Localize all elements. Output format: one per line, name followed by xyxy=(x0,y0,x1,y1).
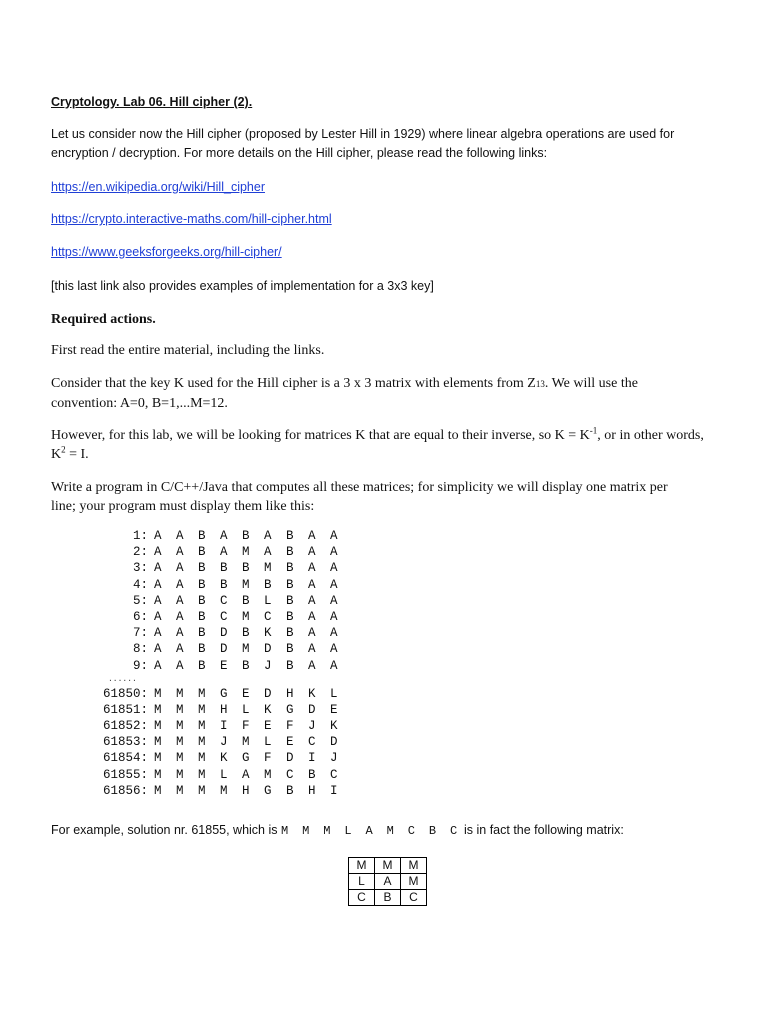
listing-row xyxy=(92,658,352,674)
listing-row xyxy=(92,783,352,799)
listing-index: 6: xyxy=(132,609,148,624)
identity-text: = I. xyxy=(65,447,89,462)
key-line-1 xyxy=(51,374,731,394)
listing-row xyxy=(92,702,352,718)
listing-index: 61854: xyxy=(102,751,148,766)
inverse-text: However, for this lab, we will be looking for matrices K that are equal to their inverse, so K = K xyxy=(51,428,590,443)
geeksforgeeks-link[interactable]: https://www.geeksforgeeks.org/hill-cipher/ xyxy=(51,245,282,259)
listing-index: 61851: xyxy=(102,702,148,717)
link-row-1 xyxy=(51,178,731,197)
listing-row xyxy=(92,625,352,641)
listing-row xyxy=(92,686,352,702)
program-line-1: Write a program in C/C++/Java that computes all these matrices; for simplicity we will display one matrix per xyxy=(51,480,668,495)
read-material-paragraph: First read the entire material, including the links. xyxy=(51,343,325,358)
listing-letters: M M M J M L E C D xyxy=(154,735,342,750)
listing-letters: M M M G E D H K L xyxy=(154,686,342,701)
inverse-paragraph xyxy=(51,426,731,464)
matrix-cell: M xyxy=(375,858,401,874)
listing-index: 2: xyxy=(132,545,148,560)
example-sentence xyxy=(51,821,731,841)
matrix-cell: M xyxy=(401,858,427,874)
link-row-2 xyxy=(51,210,731,229)
example-solution-code: M M M L A M C B C xyxy=(280,824,461,838)
listing-index: 61856: xyxy=(102,783,148,798)
listing-letters: M M M K G F D I J xyxy=(154,751,342,766)
listing-row xyxy=(92,767,352,783)
listing-letters: A A B A M A B A A xyxy=(154,545,342,560)
listing-index: 61852: xyxy=(102,719,148,734)
listing-index: 5: xyxy=(132,593,148,608)
page-title: Cryptology. Lab 06. Hill cipher (2). xyxy=(51,95,253,109)
matrix-cell: M xyxy=(349,858,375,874)
listing-index: 61853: xyxy=(102,735,148,750)
matrix-cell: A xyxy=(375,874,401,890)
listing-index: 4: xyxy=(132,577,148,592)
program-line-2: line; your program must display them like this: xyxy=(51,499,315,514)
listing-ellipsis: ...... xyxy=(108,674,137,684)
intro-line-1: Let us consider now the Hill cipher (proposed by Lester Hill in 1929) where linear algebra operations are used for xyxy=(51,127,675,141)
matrix-row xyxy=(349,858,427,874)
link-row-3 xyxy=(51,243,731,262)
square-superscript: 2 xyxy=(61,444,66,455)
listing-letters: A A B B B M B A A xyxy=(154,561,342,576)
intro-paragraph xyxy=(51,125,731,163)
listing-letters: A A B D M D B A A xyxy=(154,642,342,657)
wikipedia-link[interactable]: https://en.wikipedia.org/wiki/Hill_cipher xyxy=(51,180,265,194)
listing-letters: A A B A B A B A A xyxy=(154,529,342,543)
key-paragraph xyxy=(51,374,731,413)
program-paragraph xyxy=(51,478,731,516)
matrix-cell: M xyxy=(401,874,427,890)
listing-row xyxy=(92,718,352,734)
intro-line-2: encryption / decryption. For more details on the Hill cipher, please read the following links: xyxy=(51,146,548,160)
inverse-text-cont: , or in other words, xyxy=(597,428,704,443)
inverse-line-1 xyxy=(51,426,731,445)
listing-letters: M M M H L K G D E xyxy=(154,702,342,717)
listing-row xyxy=(92,544,352,560)
inverse-line-2 xyxy=(51,445,731,464)
listing-letters: A A B B M B B A A xyxy=(154,577,342,592)
matrix-cell: B xyxy=(375,890,401,906)
key-text: Consider that the key K used for the Hill cipher is a 3 x 3 matrix with elements from Z xyxy=(51,376,536,391)
required-actions-heading: Required actions. xyxy=(51,312,156,327)
listing-row xyxy=(92,593,352,609)
matrix-row xyxy=(349,874,427,890)
interactive-maths-link[interactable]: https://crypto.interactive-maths.com/hill-cipher.html xyxy=(51,212,332,226)
key-matrix-table xyxy=(348,857,427,906)
listing-index: 7: xyxy=(132,626,148,641)
inverse-superscript: -1 xyxy=(589,425,598,436)
listing-letters: M M M I F E F J K xyxy=(154,719,342,734)
matrix-cell: C xyxy=(401,890,427,906)
listing-index: 3: xyxy=(132,561,148,576)
listing-letters: A A B C B L B A A xyxy=(154,593,342,608)
key-text-cont: . We will use the xyxy=(544,376,638,391)
implementation-note: [this last link also provides examples of implementation for a 3x3 key] xyxy=(51,279,434,293)
listing-row xyxy=(92,641,352,657)
k-symbol: K xyxy=(51,447,62,462)
listing-index: 1: xyxy=(132,529,148,543)
matrix-cell: L xyxy=(349,874,375,890)
listing-index: 8: xyxy=(132,642,148,657)
listing-letters: A A B C M C B A A xyxy=(154,609,342,624)
listing-row xyxy=(92,734,352,750)
listing-row xyxy=(92,609,352,625)
example-text-cont: is in fact the following matrix: xyxy=(460,823,624,837)
listing-row xyxy=(92,577,352,593)
listing-letters: M M M L A M C B C xyxy=(154,767,342,782)
listing-row xyxy=(92,528,352,544)
matrix-row xyxy=(349,890,427,906)
modulus-subscript: 13 xyxy=(535,379,545,389)
listing-index: 9: xyxy=(132,658,148,673)
listing-letters: A A B E B J B A A xyxy=(154,658,342,673)
key-line-2: convention: A=0, B=1,...M=12. xyxy=(51,396,228,411)
listing-letters: M M M M H G B H I xyxy=(154,783,342,798)
listing-row xyxy=(92,750,352,766)
listing-index: 61855: xyxy=(102,767,148,782)
listing-index: 61850: xyxy=(102,686,148,701)
listing-row xyxy=(92,560,352,576)
listing-letters: A A B D B K B A A xyxy=(154,626,342,641)
output-listing xyxy=(92,528,352,799)
example-text: For example, solution nr. 61855, which is xyxy=(51,823,281,837)
matrix-cell: C xyxy=(349,890,375,906)
